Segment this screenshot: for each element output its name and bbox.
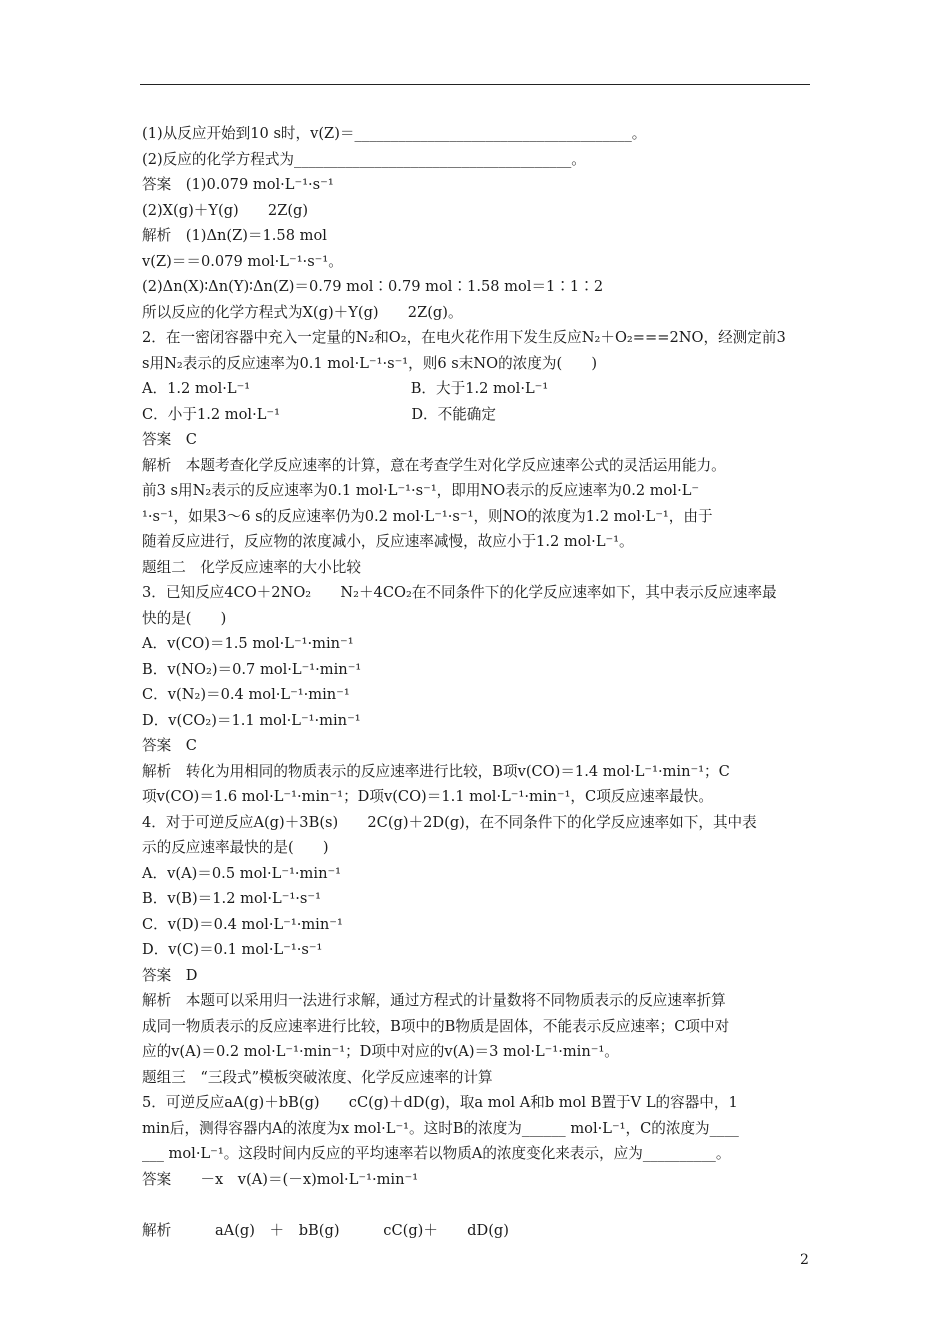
text-line: (2)X(g)＋Y(g) 2Z(g) <box>142 201 309 219</box>
text-line: 3．已知反应4CO＋2NO₂ N₂＋4CO₂在不同条件下的化学反应速率如下，其中表示反应速率最 <box>142 584 777 601</box>
text-line: 答案 －x v(A)＝(－x)mol·L⁻¹·min⁻¹ <box>142 1170 419 1188</box>
text-line: 前3 s用N₂表示的反应速率为0.1 mol·L⁻¹·s⁻¹，即用NO表示的反应速率为0.2 mol·L⁻ <box>142 482 700 499</box>
text-line: 5．可逆反应aA(g)＋bB(g) cC(g)＋dD(g)，取a mol A和b mol B置于V L的容器中，1 <box>142 1094 738 1111</box>
text-line: 解析 转化为用相同的物质表示的反应速率进行比较，B项v(CO)＝1.4 mol·L⁻¹·min⁻¹；C <box>142 762 730 780</box>
text-line: 应的v(A)＝0.2 mol·L⁻¹·min⁻¹；D项中对应的v(A)＝3 mol·L⁻¹·min⁻¹。 <box>142 1043 619 1060</box>
text-line: ¹·s⁻¹，如果3～6 s的反应速率仍为0.2 mol·L⁻¹·s⁻¹，则NO的浓度为1.2 mol·L⁻¹，由于 <box>142 507 713 525</box>
text-line: A．v(A)＝0.5 mol·L⁻¹·min⁻¹ <box>142 864 342 882</box>
text-line: (2)反应的化学方程式为______________________________________。 <box>142 150 586 168</box>
text-line: 解析 本题可以采用归一法进行求解，通过方程式的计量数将不同物质表示的反应速率折算 <box>142 992 726 1009</box>
text-line: 成同一物质表示的反应速率进行比较，B项中的B物质是固体，不能表示反应速率；C项中对 <box>142 1017 730 1035</box>
text-line: B．v(NO₂)＝0.7 mol·L⁻¹·min⁻¹ <box>142 660 362 678</box>
text-line: s用N₂表示的反应速率为0.1 mol·L⁻¹·s⁻¹，则6 s末NO的浓度为( ) <box>142 354 598 372</box>
text-line: 项v(CO)＝1.6 mol·L⁻¹·min⁻¹；D项v(CO)＝1.1 mol·L⁻¹·min⁻¹，C项反应速率最快。 <box>142 788 713 805</box>
text-line: min后，测得容器内A的浓度为x mol·L⁻¹。这时B的浓度为______ mol·L⁻¹，C的浓度为____ <box>142 1119 739 1137</box>
text-line: A．1.2 mol·L⁻¹ B．大于1.2 mol·L⁻¹ <box>142 380 549 397</box>
text-line: v(Z)＝＝0.079 mol·L⁻¹·s⁻¹。 <box>142 252 343 270</box>
header-rule <box>140 84 810 85</box>
text-line: 2．在一密闭容器中充入一定量的N₂和O₂，在电火花作用下发生反应N₂＋O₂===2NO，经测定前3 <box>142 329 786 346</box>
page-number: 2 <box>800 1252 809 1268</box>
text-line: 解析 本题考查化学反应速率的计算，意在考查学生对化学反应速率公式的灵活运用能力。 <box>142 456 726 474</box>
text-line: D．v(C)＝0.1 mol·L⁻¹·s⁻¹ <box>142 941 323 958</box>
text-line: 答案 C <box>142 431 197 448</box>
text-line: 答案 (1)0.079 mol·L⁻¹·s⁻¹ <box>142 176 334 193</box>
text-line: 所以反应的化学方程式为X(g)＋Y(g) 2Z(g)。 <box>142 303 463 321</box>
text-line: 快的是( ) <box>142 609 227 627</box>
text-line: D．v(CO₂)＝1.1 mol·L⁻¹·min⁻¹ <box>142 711 361 729</box>
text-line: A．v(CO)＝1.5 mol·L⁻¹·min⁻¹ <box>142 635 354 652</box>
text-line: 答案 C <box>142 737 197 754</box>
text-line <box>142 1192 814 1218</box>
text-line: ___ mol·L⁻¹。这段时间内反应的平均速率若以物质A的浓度变化来表示，应为__________。 <box>142 1145 731 1162</box>
text-line: 解析 aA(g) ＋ bB(g) cC(g)＋ dD(g) <box>142 1221 509 1239</box>
text-line: C．v(N₂)＝0.4 mol·L⁻¹·min⁻¹ <box>142 686 350 703</box>
text-line: 4．对于可逆反应A(g)＋3B(s) 2C(g)＋2D(g)，在不同条件下的化学反应速率如下，其中表 <box>142 813 757 831</box>
text-line: (1)从反应开始到10 s时，v(Z)＝______________________________________。 <box>142 125 647 142</box>
text-line: C．v(D)＝0.4 mol·L⁻¹·min⁻¹ <box>142 915 343 933</box>
text-line: (2)Δn(X)∶Δn(Y)∶Δn(Z)＝0.79 mol∶0.79 mol∶1.58 mol＝1∶1∶2 <box>142 278 604 295</box>
text-line: 示的反应速率最快的是( ) <box>142 839 329 856</box>
text-line: C．小于1.2 mol·L⁻¹ D．不能确定 <box>142 405 496 423</box>
text-line: 随着反应进行，反应物的浓度减小，反应速率减慢，故应小于1.2 mol·L⁻¹。 <box>142 533 634 550</box>
text-line: 题组三 “三段式”模板突破浓度、化学反应速率的计算 <box>142 1068 493 1086</box>
text-body <box>142 121 814 1243</box>
text-line: B．v(B)＝1.2 mol·L⁻¹·s⁻¹ <box>142 890 321 907</box>
text-line: 题组二 化学反应速率的大小比较 <box>142 558 361 576</box>
text-line: 答案 D <box>142 966 198 984</box>
text-line: 解析 (1)Δn(Z)＝1.58 mol <box>142 227 327 244</box>
